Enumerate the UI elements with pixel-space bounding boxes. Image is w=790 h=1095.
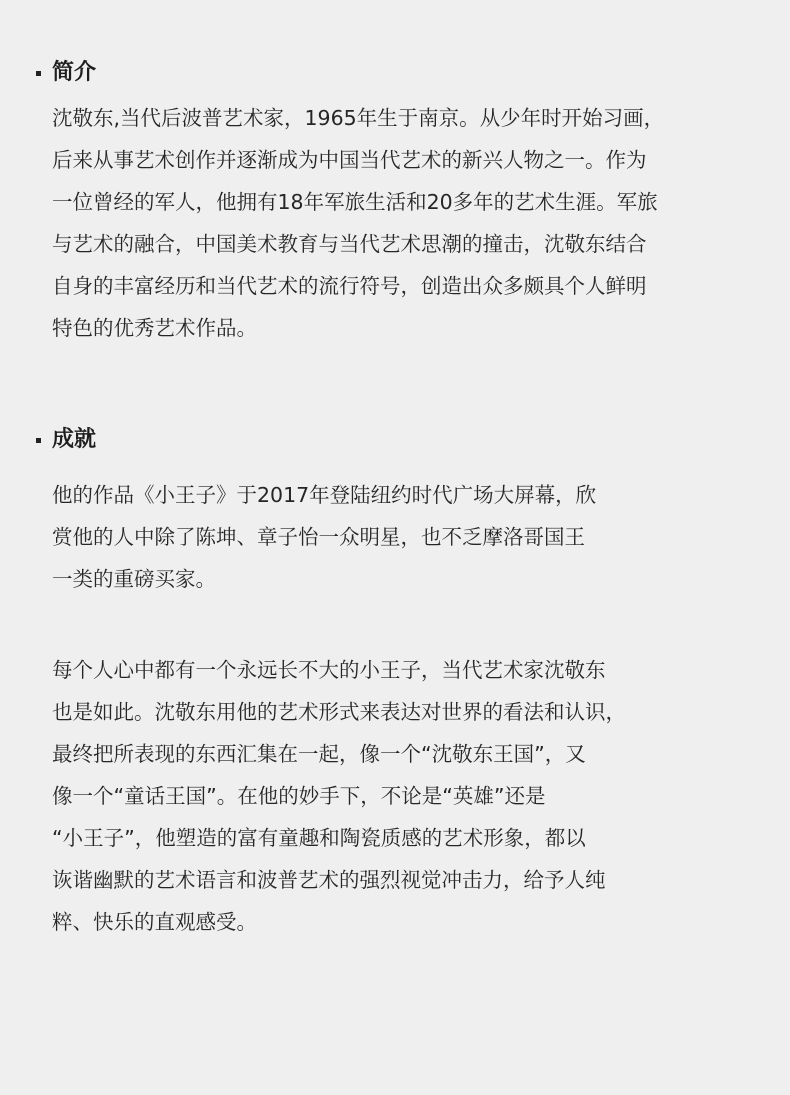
- text-line: 粹、快乐的直观感受。: [52, 910, 257, 934]
- heading-text: 简介: [52, 60, 97, 85]
- text-line: 一位曾经的军人，他拥有18年军旅生活和20多年的艺术生涯。军旅: [52, 190, 658, 214]
- text-line: 赏他的人中除了陈坤、章子怡一众明星，也不乏摩洛哥国王: [52, 525, 585, 549]
- text-line: 诙谐幽默的艺术语言和波普艺术的强烈视觉冲击力，给予人纯: [52, 868, 606, 892]
- text-line: 每个人心中都有一个永远长不大的小王子，当代艺术家沈敬东: [52, 658, 606, 682]
- heading-text: 成就: [52, 427, 97, 452]
- text-line: 也是如此。沈敬东用他的艺术形式来表达对世界的看法和认识，: [52, 700, 626, 724]
- section-heading-achievements: [36, 425, 96, 455]
- text-line: 沈敬东,当代后波普艺术家，1965年生于南京。从少年时开始习画，: [52, 106, 665, 130]
- text-line: 自身的丰富经历和当代艺术的流行符号，创造出众多颇具个人鲜明: [52, 274, 647, 298]
- section-heading-intro: [36, 58, 96, 88]
- text-line: “小王子”，他塑造的富有童趣和陶瓷质感的艺术形象，都以: [52, 826, 586, 850]
- intro-paragraph: [52, 97, 762, 349]
- achievements-paragraph-1: [52, 474, 762, 600]
- text-line: 与艺术的融合，中国美术教育与当代艺术思潮的撞击，沈敬东结合: [52, 232, 647, 256]
- text-line: 像一个“童话王国”。在他的妙手下，不论是“英雄”还是: [52, 784, 546, 808]
- text-line: 最终把所表现的东西汇集在一起，像一个“沈敬东王国”，又: [52, 742, 586, 766]
- text-line: 一类的重磅买家。: [52, 567, 216, 591]
- text-line: 特色的优秀艺术作品。: [52, 316, 257, 340]
- text-line: 后来从事艺术创作并逐渐成为中国当代艺术的新兴人物之一。作为: [52, 148, 647, 172]
- achievements-paragraph-2: [52, 649, 762, 943]
- text-line: 他的作品《小王子》于2017年登陆纽约时代广场大屏幕，欣: [52, 483, 597, 507]
- bullet-square-icon: [36, 71, 41, 76]
- bullet-square-icon: [36, 438, 41, 443]
